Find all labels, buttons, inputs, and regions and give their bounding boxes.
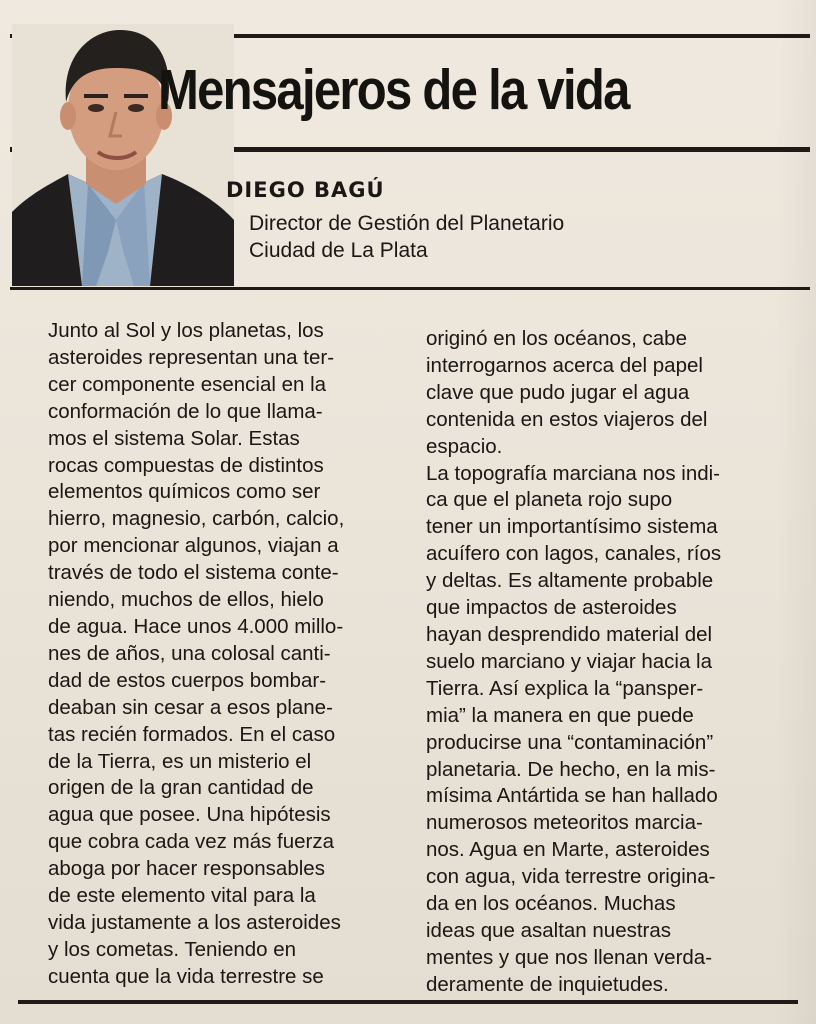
text-line: cuenta que la vida terrestre se bbox=[48, 964, 324, 988]
text-line: ca que el planeta rojo supo bbox=[426, 488, 673, 512]
text-line: que impactos de asteroides bbox=[426, 596, 677, 620]
text-line: planetaria. De hecho, en la mis- bbox=[426, 757, 716, 781]
text-line: por mencionar algunos, viajan a bbox=[48, 534, 339, 558]
text-line: y deltas. Es altamente probable bbox=[426, 569, 714, 593]
text-line: clave que pudo jugar el agua bbox=[426, 380, 690, 404]
text-line: deaban sin cesar a esos plane- bbox=[48, 695, 333, 719]
text-line: y los cometas. Teniendo en bbox=[48, 937, 297, 961]
text-line: suelo marciano y viajar hacia la bbox=[426, 649, 712, 673]
author-name: DIEGO BAGÚ bbox=[226, 178, 385, 202]
headline: Mensajeros de la vida bbox=[158, 58, 629, 122]
text-line: interrogarnos acerca del papel bbox=[426, 353, 703, 377]
text-line: hierro, magnesio, carbón, calcio, bbox=[48, 507, 345, 531]
text-line: mentes y que nos llenan verda- bbox=[426, 945, 713, 969]
text-line: acuífero con lagos, canales, ríos bbox=[426, 542, 722, 566]
text-line: vida justamente a los asteroides bbox=[48, 910, 341, 934]
text-line: aboga por hacer responsables bbox=[48, 857, 325, 881]
text-line: mos el sistema Solar. Estas bbox=[48, 426, 300, 450]
text-line: hayan desprendido material del bbox=[426, 622, 713, 646]
text-line: conformación de lo que llama- bbox=[48, 399, 323, 423]
text-line: da en los océanos. Muchas bbox=[426, 892, 676, 916]
text-line: tener un importantísimo sistema bbox=[426, 515, 718, 539]
author-role-line: Director de Gestión del Planetario bbox=[249, 212, 565, 235]
author-role bbox=[249, 210, 564, 264]
bottom-rule bbox=[18, 1000, 798, 1004]
text-line: través de todo el sistema conte- bbox=[48, 561, 339, 585]
text-line: originó en los océanos, cabe bbox=[426, 327, 687, 350]
text-line: tas recién formados. En el caso bbox=[48, 722, 336, 746]
text-line: agua que posee. Una hipótesis bbox=[48, 803, 331, 827]
text-line: Tierra. Así explica la “pansper- bbox=[426, 676, 704, 700]
text-line: deramente de inquietudes. bbox=[426, 972, 669, 996]
text-line: con agua, vida terrestre origina- bbox=[426, 865, 716, 889]
text-line: La topografía marciana nos indi- bbox=[426, 461, 721, 485]
text-line: nos. Agua en Marte, asteroides bbox=[426, 838, 710, 862]
article-column-right bbox=[426, 326, 778, 999]
text-line: numerosos meteoritos marcia- bbox=[426, 811, 703, 835]
text-line: nes de años, una colosal canti- bbox=[48, 641, 331, 665]
text-line: contenida en estos viajeros del bbox=[426, 407, 708, 431]
page-edge-shadow bbox=[776, 0, 816, 1024]
text-line: dad de estos cuerpos bombar- bbox=[48, 668, 327, 692]
text-line: mia” la manera en que puede bbox=[426, 703, 694, 727]
text-line: elementos químicos como ser bbox=[48, 480, 321, 504]
text-line: que cobra cada vez más fuerza bbox=[48, 830, 335, 854]
text-line: origen de la gran cantidad de bbox=[48, 776, 314, 800]
text-line: espacio. bbox=[426, 434, 503, 458]
text-line: cer componente esencial en la bbox=[48, 372, 327, 396]
text-line: producirse una “contaminación” bbox=[426, 730, 714, 754]
text-line: asteroides representan una ter- bbox=[48, 345, 335, 369]
text-line: Junto al Sol y los planetas, los bbox=[48, 319, 324, 342]
text-line: niendo, muchos de ellos, hielo bbox=[48, 588, 324, 612]
text-line: de agua. Hace unos 4.000 millo- bbox=[48, 614, 344, 638]
text-line: de la Tierra, es un misterio el bbox=[48, 749, 312, 773]
byline-bottom-rule bbox=[10, 287, 810, 290]
text-line: mísima Antártida se han hallado bbox=[426, 784, 718, 808]
text-line: rocas compuestas de distintos bbox=[48, 453, 324, 477]
text-line: ideas que asaltan nuestras bbox=[426, 918, 672, 942]
author-role-line: Ciudad de La Plata bbox=[249, 239, 428, 262]
article-column-left bbox=[48, 318, 400, 991]
text-line: de este elemento vital para la bbox=[48, 884, 316, 908]
